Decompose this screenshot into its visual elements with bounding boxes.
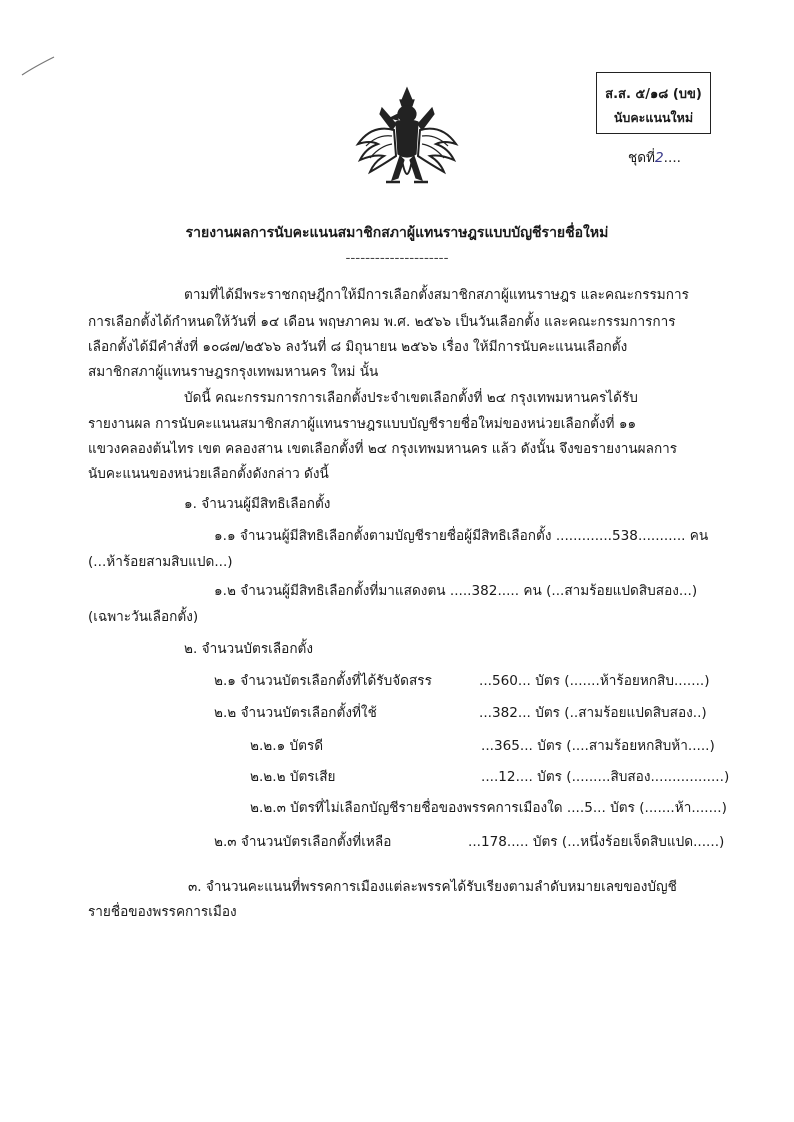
para1-line: การเลือกตั้งได้กำหนดให้วันที่ ๑๔ เดือน พฤษภาคม พ.ศ. ๒๕๖๖ เป็นวันเลือกตั้ง และคณะกรรมการการ xyxy=(88,314,676,330)
turnout-note: (เฉพาะวันเลือกตั้ง) xyxy=(88,609,199,625)
remaining-ballots-value: ...178..... บัตร (...หนึ่งร้อยเจ็ดสิบแปด......) xyxy=(468,834,725,850)
form-code-box xyxy=(596,72,711,134)
ballots-allocated-value: ...560... บัตร (.......ห้าร้อยหกสิบ.......) xyxy=(479,673,710,689)
para2-line: นับคะแนนของหน่วยเลือกตั้งดังกล่าว ดังนี้ xyxy=(88,466,329,482)
ballots-allocated-label: ๒.๑ จำนวนบัตรเลือกตั้งที่ได้รับจัดสรร xyxy=(214,673,432,689)
para1-line: ตามที่ได้มีพระราชกฤษฎีกาให้มีการเลือกตั้งสมาชิกสภาผู้แทนราษฎร และคณะกรรมการ xyxy=(184,287,689,303)
set-number xyxy=(628,152,681,166)
para1-line: สมาชิกสภาผู้แทนราษฎรกรุงเทพมหานคร ใหม่ นั้น xyxy=(88,364,379,380)
remaining-ballots-label: ๒.๓ จำนวนบัตรเลือกตั้งที่เหลือ xyxy=(214,834,392,850)
turnout-line: ๑.๒ จำนวนผู้มีสิทธิเลือกตั้งที่มาแสดงตน .....382..... คน (...สามร้อยแปดสิบสอง...) xyxy=(214,583,698,599)
para2-line: รายงานผล การนับคะแนนสมาชิกสภาผู้แทนราษฎรแบบบัญชีรายชื่อใหม่ของหน่วยเลือกตั้งที่ ๑๑ xyxy=(88,416,637,432)
document-title: รายงานผลการนับคะแนนสมาชิกสภาผู้แทนราษฎรแบบบัญชีรายชื่อใหม่ xyxy=(185,225,609,241)
eligible-voters-line: ๑.๑ จำนวนผู้มีสิทธิเลือกตั้งตามบัญชีรายชื่อผู้มีสิทธิเลือกตั้ง .............538........... คน xyxy=(214,528,709,544)
spoiled-ballots-label: ๒.๒.๒ บัตรเสีย xyxy=(250,769,336,785)
section1-heading: ๑. จำนวนผู้มีสิทธิเลือกตั้ง xyxy=(184,496,331,512)
section3-line: ๓. จำนวนคะแนนที่พรรคการเมืองแต่ละพรรคได้รับเรียงตามลำดับหมายเลขของบัญชี xyxy=(188,879,677,895)
para2-line: บัดนี้ คณะกรรมการการเลือกตั้งประจำเขตเลือกตั้งที่ ๒๔ กรุงเทพมหานครได้รับ xyxy=(184,390,638,406)
para1-line: เลือกตั้งได้มีคำสั่งที่ ๑๐๘๗/๒๕๖๖ ลงวันที่ ๘ มิถุนายน ๒๕๖๖ เรื่อง ให้มีการนับคะแนนเลือกตั้ง xyxy=(88,339,628,355)
title-divider: --------------------- xyxy=(345,250,449,266)
section2-heading: ๒. จำนวนบัตรเลือกตั้ง xyxy=(184,641,314,657)
set-dots: .... xyxy=(663,150,681,166)
eligible-voters-words: (...ห้าร้อยสามสิบแปด...) xyxy=(88,554,233,570)
set-label: ชุดที่ xyxy=(628,150,656,166)
form-code: ส.ส. ๕/๑๘ (บข) xyxy=(605,87,702,102)
valid-ballots-value: ...365... บัตร (....สามร้อยหกสิบห้า.....) xyxy=(481,738,715,754)
set-value: 2 xyxy=(655,150,664,166)
para2-line: แขวงคลองต้นไทร เขต คลองสาน เขตเลือกตั้งที่ ๒๔ กรุงเทพมหานคร แล้ว ดังนั้น จึงขอรายงานผลการ xyxy=(88,441,678,457)
ballots-used-label: ๒.๒ จำนวนบัตรเลือกตั้งที่ใช้ xyxy=(214,705,377,721)
no-vote-ballots-line: ๒.๒.๓ บัตรที่ไม่เลือกบัญชีรายชื่อของพรรคการเมืองใด ....5... บัตร (.......ห้า.......) xyxy=(250,800,727,816)
section3-line: รายชื่อของพรรคการเมือง xyxy=(88,904,237,920)
pen-mark xyxy=(20,55,56,77)
form-subtitle: นับคะแนนใหม่ xyxy=(613,110,694,125)
valid-ballots-label: ๒.๒.๑ บัตรดี xyxy=(250,738,324,754)
ballots-used-value: ...382... บัตร (..สามร้อยแปดสิบสอง..) xyxy=(479,705,707,721)
spoiled-ballots-value: ....12.... บัตร (.........สิบสอง.................) xyxy=(481,769,730,785)
garuda-emblem xyxy=(352,84,462,196)
